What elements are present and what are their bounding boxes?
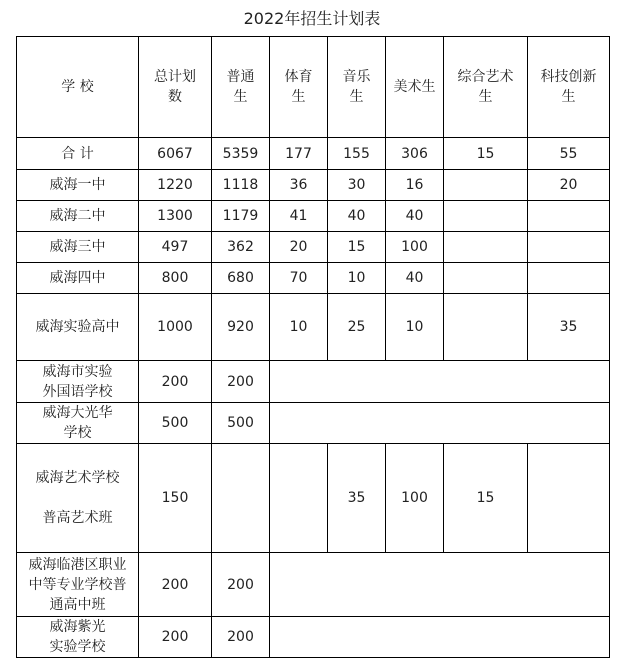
cell-comprehensive-art: 15 bbox=[444, 444, 528, 553]
cell-regular: 680 bbox=[212, 263, 270, 294]
cell-total: 6067 bbox=[139, 138, 212, 170]
cell-sports: 20 bbox=[270, 232, 328, 263]
cell-sports: 70 bbox=[270, 263, 328, 294]
cell-art: 10 bbox=[386, 294, 444, 361]
table-title: 2022年招生计划表 bbox=[243, 9, 381, 28]
cell-school: 威海二中 bbox=[17, 201, 139, 232]
table-row bbox=[17, 361, 610, 403]
cell-regular: 500 bbox=[212, 403, 270, 444]
cell-sci-tech bbox=[528, 201, 610, 232]
table-row bbox=[17, 138, 610, 170]
cell-total: 200 bbox=[139, 617, 212, 658]
cell-art: 16 bbox=[386, 170, 444, 201]
table-row bbox=[17, 294, 610, 361]
cell-school: 威海实验高中 bbox=[17, 294, 139, 361]
header-music: 音乐 生 bbox=[328, 37, 386, 138]
cell-music: 30 bbox=[328, 170, 386, 201]
cell-school: 威海一中 bbox=[17, 170, 139, 201]
table-row bbox=[17, 403, 610, 444]
header-school: 学 校 bbox=[17, 37, 139, 138]
cell-sci-tech bbox=[528, 444, 610, 553]
cell-sports: 36 bbox=[270, 170, 328, 201]
cell-regular: 362 bbox=[212, 232, 270, 263]
cell-sci-tech bbox=[528, 263, 610, 294]
cell-school: 合 计 bbox=[17, 138, 139, 170]
table-row bbox=[17, 201, 610, 232]
cell-school: 威海大光华 学校 bbox=[17, 403, 139, 444]
cell-empty-merged bbox=[270, 361, 610, 403]
cell-regular: 1179 bbox=[212, 201, 270, 232]
table-row bbox=[17, 444, 610, 553]
cell-comprehensive-art bbox=[444, 263, 528, 294]
cell-school: 威海三中 bbox=[17, 232, 139, 263]
cell-total: 150 bbox=[139, 444, 212, 553]
cell-sci-tech: 55 bbox=[528, 138, 610, 170]
cell-total: 1000 bbox=[139, 294, 212, 361]
table-row bbox=[17, 553, 610, 617]
cell-comprehensive-art bbox=[444, 170, 528, 201]
cell-music: 15 bbox=[328, 232, 386, 263]
cell-sports: 41 bbox=[270, 201, 328, 232]
cell-art: 40 bbox=[386, 201, 444, 232]
cell-comprehensive-art bbox=[444, 232, 528, 263]
cell-total: 1300 bbox=[139, 201, 212, 232]
cell-empty-merged bbox=[270, 403, 610, 444]
cell-music: 10 bbox=[328, 263, 386, 294]
cell-total: 500 bbox=[139, 403, 212, 444]
header-sports: 体育 生 bbox=[270, 37, 328, 138]
cell-regular: 200 bbox=[212, 553, 270, 617]
cell-total: 497 bbox=[139, 232, 212, 263]
cell-regular bbox=[212, 444, 270, 553]
cell-music: 35 bbox=[328, 444, 386, 553]
cell-art: 40 bbox=[386, 263, 444, 294]
cell-regular: 1118 bbox=[212, 170, 270, 201]
header-total: 总计划 数 bbox=[139, 37, 212, 138]
table-row bbox=[17, 263, 610, 294]
cell-sports bbox=[270, 444, 328, 553]
cell-sci-tech: 20 bbox=[528, 170, 610, 201]
cell-sports: 10 bbox=[270, 294, 328, 361]
cell-sci-tech bbox=[528, 232, 610, 263]
cell-total: 1220 bbox=[139, 170, 212, 201]
cell-regular: 200 bbox=[212, 361, 270, 403]
cell-regular: 200 bbox=[212, 617, 270, 658]
cell-empty-merged bbox=[270, 553, 610, 617]
cell-sports: 177 bbox=[270, 138, 328, 170]
cell-music: 25 bbox=[328, 294, 386, 361]
header-art: 美术生 bbox=[386, 37, 444, 138]
cell-music: 155 bbox=[328, 138, 386, 170]
cell-art: 100 bbox=[386, 444, 444, 553]
cell-music: 40 bbox=[328, 201, 386, 232]
table-row bbox=[17, 617, 610, 658]
cell-school: 威海四中 bbox=[17, 263, 139, 294]
cell-empty-merged bbox=[270, 617, 610, 658]
enrollment-plan-table bbox=[16, 36, 610, 658]
table-row bbox=[17, 170, 610, 201]
header-sci-tech: 科技创新 生 bbox=[528, 37, 610, 138]
header-row bbox=[17, 37, 610, 138]
cell-total: 800 bbox=[139, 263, 212, 294]
header-comprehensive-art: 综合艺术 生 bbox=[444, 37, 528, 138]
table-row bbox=[17, 232, 610, 263]
header-regular: 普通 生 bbox=[212, 37, 270, 138]
cell-school: 威海艺术学校 普高艺术班 bbox=[17, 444, 139, 553]
cell-school: 威海紫光 实验学校 bbox=[17, 617, 139, 658]
cell-total: 200 bbox=[139, 361, 212, 403]
cell-total: 200 bbox=[139, 553, 212, 617]
cell-comprehensive-art: 15 bbox=[444, 138, 528, 170]
cell-art: 100 bbox=[386, 232, 444, 263]
cell-regular: 920 bbox=[212, 294, 270, 361]
cell-regular: 5359 bbox=[212, 138, 270, 170]
cell-school: 威海市实验 外国语学校 bbox=[17, 361, 139, 403]
cell-art: 306 bbox=[386, 138, 444, 170]
cell-sci-tech: 35 bbox=[528, 294, 610, 361]
cell-comprehensive-art bbox=[444, 294, 528, 361]
cell-school: 威海临港区职业 中等专业学校普 通高中班 bbox=[17, 553, 139, 617]
cell-comprehensive-art bbox=[444, 201, 528, 232]
